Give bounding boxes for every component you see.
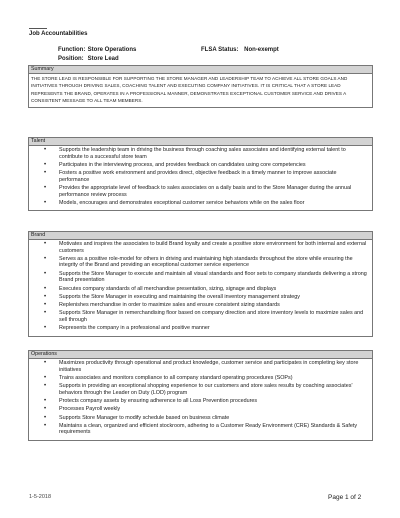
list-item: • Models, encourages and demonstrates exceptional customer service behaviors while on the sales floor xyxy=(59,200,368,207)
list-item: • Represents the company in a professional and positive manner xyxy=(59,325,368,332)
operations-heading: Operations xyxy=(29,351,372,359)
list-item: • Executes company standards of all merchandise presentation, sizing, signage and displays xyxy=(59,286,368,293)
list-item: • Supports in providing an exceptional shopping experience to our customers and store sales results by coaching associates' behaviors through the Leader on Duty (LOD) program xyxy=(59,383,368,396)
list-item: • Protects company assets by ensuring adherence to all Loss Prevention procedures xyxy=(59,398,368,405)
position-value: Store Lead xyxy=(87,56,119,62)
list-item: • Fosters a positive work environment and provides direct, objective feedback in a timely manner to improve associate performance xyxy=(59,170,368,183)
list-item: • Processes Payroll weekly xyxy=(59,406,368,413)
talent-list xyxy=(29,146,372,210)
list-item: • Supports Store Manager in remerchandising floor based on company direction and store inventory levels to maximize sales and sell through xyxy=(59,310,368,323)
function-value: Store Operations xyxy=(87,47,137,53)
flsa-row xyxy=(201,47,279,53)
page-number: Page 1 of 2 xyxy=(328,494,362,501)
list-item: • Supports the leadership team in driving the business through coaching sales associates and identifying external talent to contribute to a successful store team xyxy=(59,147,368,160)
list-item: • Serves as a positive role-model for others in driving and maintaining high standards throughout the store while ensuring the integrity of the Brand and providing an exceptional customer service experience xyxy=(59,256,368,269)
position-row xyxy=(58,56,119,62)
operations-list xyxy=(29,359,372,440)
list-item: • Replenishes merchandise in order to maximize sales and ensure consistent sizing standards xyxy=(59,302,368,309)
header-rule xyxy=(29,28,47,29)
flsa-label: FLSA Status: xyxy=(201,47,239,53)
summary-heading: Summary xyxy=(29,66,372,74)
position-label: Position: xyxy=(58,56,84,62)
list-item: • Maximizes productivity through operational and product knowledge, customer service and participates in completing key store initiatives xyxy=(59,360,368,373)
document-title: Job Accountabilities xyxy=(29,31,88,37)
flsa-value: Non-exempt xyxy=(244,47,279,53)
function-row xyxy=(58,47,136,53)
list-item: • Supports Store Manager to modify schedule based on business climate xyxy=(59,415,368,422)
list-item: • Supports the Store Manager in executing and maintaining the overall inventory management strategy xyxy=(59,294,368,301)
list-item: • Provides the appropriate level of feedback to sales associates on a daily basis and to the Store Manager during the annual performance review process xyxy=(59,185,368,198)
list-item: • Supports the Store Manager to execute and maintain all visual standards and floor sets to company standards delivering a strong Brand presentation xyxy=(59,271,368,284)
list-item: • Participates in the interviewing process, and provides feedback on candidates using core competencies xyxy=(59,162,368,169)
brand-heading: Brand xyxy=(29,232,372,240)
list-item: • Maintains a clean, organized and efficient stockroom, adhering to a Customer Ready Environment (CRE) Standards & Safety requirements xyxy=(59,423,368,436)
talent-section xyxy=(28,137,373,211)
talent-heading: Talent xyxy=(29,138,372,146)
brand-list xyxy=(29,240,372,336)
list-item: • Motivates and inspires the associates to build Brand loyalty and create a positive store environment for both internal and external customers xyxy=(59,241,368,254)
function-label: Function: xyxy=(58,47,86,53)
footer-date: 1-5-2018 xyxy=(29,494,52,500)
summary-section xyxy=(28,65,373,108)
brand-section xyxy=(28,231,373,337)
summary-text: THE STORE LEAD IS RESPONSIBLE FOR SUPPORTING THE STORE MANAGER AND LEADERSHIP TEAM TO ACHIEVE ALL STORE GOALS AND INITIATIVES THROUGH DRIVING SALES, COACHING TALENT AND EXECUTING COMPANY INITIATIVES. IT IS CRITICAL THAT A STORE LEAD REPRESENTS THE BRAND, OPERATES IN A PROFESSIONAL MANNER, DEMONSTRATES EXCEPTIONAL CUSTOMER SERVICE AND DRIVES A CONSISTENT MESSAGE TO ALL TEAM MEMBERS. xyxy=(31,76,348,104)
operations-section xyxy=(28,350,373,441)
list-item: • Trains associates and monitors compliance to all company standard operating procedures (SOPs) xyxy=(59,375,368,382)
